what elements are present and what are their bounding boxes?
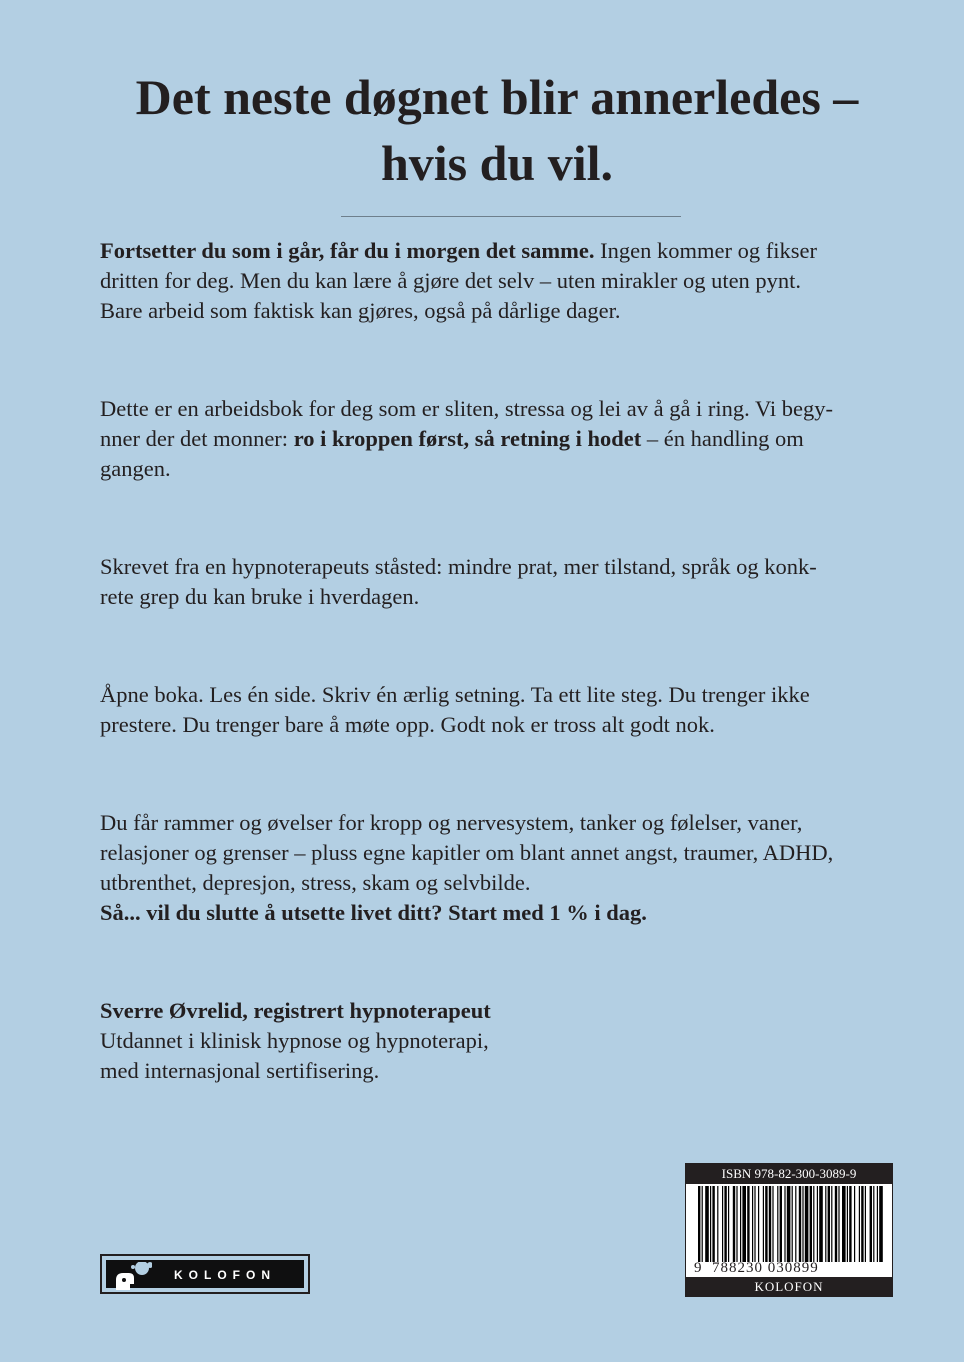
barcode-bar (736, 1186, 737, 1262)
barcode-bar (712, 1186, 714, 1262)
title-line-2: hvis du vil. (380, 135, 614, 191)
workbook-line-1: Dette er en arbeidsbok for deg som er sliten, stressa og lei av å gå i ring. Vi begy- (100, 396, 834, 421)
barcode-bar (705, 1186, 709, 1262)
intro-text: Ingen kommer og fikser (594, 238, 817, 263)
barcode-bar (859, 1186, 860, 1262)
contents-call-to-action: Så... vil du slutte å utsette livet ditt? Start med 1 % i dag. (100, 900, 647, 925)
contents-line-1: Du får rammer og øvelser for kropp og nervesystem, tanker og følelser, vaner, (100, 810, 803, 835)
barcode-bar (702, 1186, 703, 1262)
barcode-bar (879, 1186, 883, 1262)
isbn-text: ISBN 978-82-300-3089-9 (686, 1164, 892, 1184)
open-book-line-1: Åpne boka. Les én side. Skriv én ærlig setning. Ta ett lite steg. Du trenger ikke (100, 682, 810, 707)
perspective-line-1: Skrevet fra en hypnoterapeuts ståsted: mindre prat, mer tilstand, språk og konk- (100, 554, 817, 579)
logo-text: KOLOFON (174, 1268, 276, 1282)
logo-background (106, 1260, 304, 1288)
barcode-bar (777, 1186, 778, 1262)
barcode-bar (765, 1186, 767, 1262)
barcode-bar (819, 1186, 823, 1262)
barcode-digit-first: 9 (694, 1260, 702, 1276)
barcode-bar (787, 1186, 791, 1262)
kolofon-logo-mark-icon (112, 1262, 152, 1292)
barcode-bar (799, 1186, 801, 1262)
paragraph-perspective (100, 552, 890, 612)
barcode-bar (710, 1186, 711, 1262)
barcode-digits (686, 1260, 892, 1276)
author-line-3: med internasjonal sertifisering. (100, 1058, 380, 1083)
barcode-bar (772, 1186, 773, 1262)
intro-line-2: dritten for deg. Men du kan lære å gjøre det selv – uten mirakler og uten pynt. (100, 268, 802, 293)
barcode-bar (795, 1186, 796, 1262)
author-line-2: Utdannet i klinisk hypnose og hypnoterapi, (100, 1028, 489, 1053)
barcode-bar (842, 1186, 846, 1262)
barcode-bar (780, 1186, 782, 1262)
publisher-logo (100, 1254, 310, 1294)
barcode-bar (877, 1186, 878, 1262)
barcode-bar (813, 1186, 814, 1262)
barcode-bar (854, 1186, 855, 1262)
barcode-bar (722, 1186, 723, 1262)
barcode-digits-rest: 788230 030899 (712, 1260, 819, 1276)
contents-line-2: relasjoner og grenser – pluss egne kapitler om blant annet angst, traumer, ADHD, (100, 840, 834, 865)
barcode-bar (831, 1186, 832, 1262)
barcode-bar (733, 1186, 735, 1262)
isbn-barcode (685, 1163, 893, 1297)
barcode-bar (717, 1186, 718, 1262)
author-block (100, 996, 890, 1086)
barcode-bar (825, 1186, 826, 1262)
barcode-bar (724, 1186, 726, 1262)
intro-line-3: Bare arbeid som faktisk kan gjøres, også på dårlige dager. (100, 298, 621, 323)
barcode-bar (763, 1186, 764, 1262)
barcode-bar (847, 1186, 848, 1262)
barcode-bar (769, 1186, 771, 1262)
barcode-bars (694, 1186, 884, 1262)
barcode-bar (838, 1186, 839, 1262)
barcode-bar (752, 1186, 753, 1262)
barcode-bar (865, 1186, 866, 1262)
page-title (60, 64, 934, 196)
open-book-line-2: prestere. Du trenger bare å møte opp. Godt nok er tross alt godt nok. (100, 712, 715, 737)
perspective-line-2: rete grep du kan bruke i hverdagen. (100, 584, 420, 609)
barcode-bar (758, 1186, 759, 1262)
barcode-bar (802, 1186, 803, 1262)
barcode-bar (849, 1186, 851, 1262)
barcode-bar (742, 1186, 746, 1262)
workbook-line-2-bold: ro i kroppen først, så retning i hodet (293, 426, 642, 451)
workbook-line-2-post: – én handling om (641, 426, 804, 451)
paragraph-open-book (100, 680, 890, 740)
barcode-bar (792, 1186, 793, 1262)
paragraph-contents (100, 808, 890, 928)
workbook-line-3: gangen. (100, 456, 171, 481)
paragraph-workbook (100, 394, 890, 484)
barcode-bar (754, 1186, 755, 1262)
paragraph-intro (100, 236, 890, 326)
author-name: Sverre Øvrelid, registrert hypnoterapeut (100, 998, 491, 1023)
barcode-bar (698, 1186, 700, 1262)
workbook-line-2-pre: nner der det monner: (100, 426, 294, 451)
barcode-bar (805, 1186, 809, 1262)
barcode-bar (817, 1186, 818, 1262)
barcode-bar (740, 1186, 741, 1262)
barcode-bar (810, 1186, 812, 1262)
barcode-bar (728, 1186, 729, 1262)
title-line-1: Det neste døgnet blir annerledes – (135, 69, 859, 125)
barcode-bar (784, 1186, 785, 1262)
contents-line-3: utbrenthet, depresjon, stress, skam og selvbilde. (100, 870, 531, 895)
barcode-bar (861, 1186, 863, 1262)
barcode-bar (747, 1186, 749, 1262)
barcode-bar (873, 1186, 874, 1262)
barcode-bar (870, 1186, 872, 1262)
barcode-publisher: KOLOFON (686, 1277, 892, 1296)
divider (341, 216, 681, 217)
barcode-bar (835, 1186, 837, 1262)
intro-bold: Fortsetter du som i går, får du i morgen det samme. (100, 238, 595, 263)
barcode-bar (828, 1186, 830, 1262)
